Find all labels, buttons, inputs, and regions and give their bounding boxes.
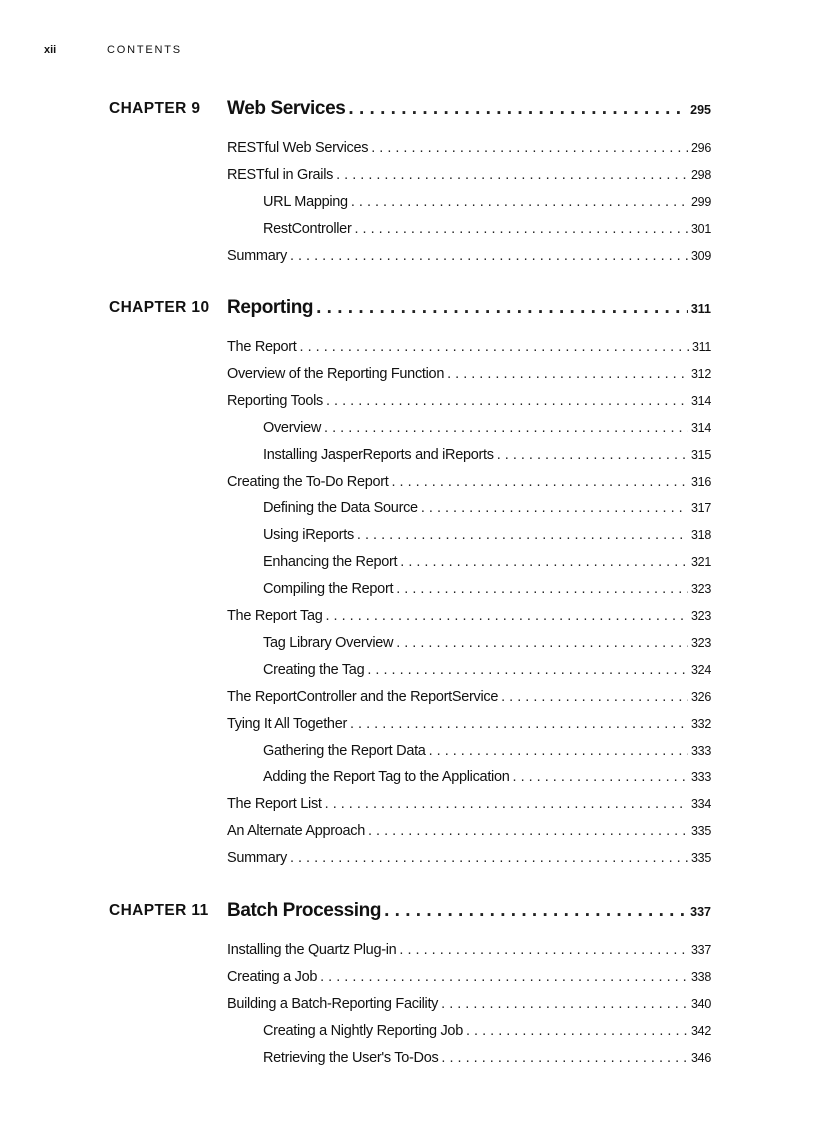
entry-page-number: 298: [691, 167, 711, 182]
dot-leader: [447, 366, 688, 382]
toc-subsection-entry[interactable]: [263, 1050, 711, 1066]
entry-page-number: 335: [691, 824, 711, 839]
dot-leader: [384, 900, 687, 922]
dot-leader: [348, 98, 687, 120]
entry-title: Tying It All Together: [227, 715, 347, 732]
dot-leader: [368, 823, 688, 839]
entry-page-number: 332: [691, 716, 711, 731]
dot-leader: [400, 554, 688, 570]
chapter-title: Reporting: [227, 297, 314, 318]
toc-section-entry[interactable]: [227, 474, 711, 490]
toc-subsection-entry[interactable]: [263, 527, 711, 543]
dot-leader: [392, 474, 689, 490]
page-folio: xii: [44, 44, 57, 56]
toc-subsection-entry[interactable]: [263, 447, 711, 463]
toc-section-entry[interactable]: [227, 969, 711, 985]
dot-leader: [316, 297, 688, 319]
dot-leader: [354, 221, 688, 237]
toc-subsection-entry[interactable]: [263, 194, 711, 210]
dot-leader: [396, 581, 688, 597]
toc-section-entry[interactable]: [227, 823, 711, 839]
entry-page-number: 340: [691, 996, 711, 1011]
entry-page-number: 338: [691, 969, 711, 984]
entry-title: Retrieving the User's To-Dos: [263, 1049, 439, 1066]
toc-section-entry[interactable]: [227, 608, 711, 624]
chapter-page-number: 295: [690, 103, 711, 117]
entry-page-number: 314: [691, 393, 711, 408]
dot-leader: [290, 248, 688, 264]
toc-subsection-entry[interactable]: [263, 221, 711, 237]
chapter-page-number: 337: [690, 905, 711, 919]
dot-leader: [421, 500, 688, 516]
entry-title: Using iReports: [263, 527, 354, 544]
chapter-heading[interactable]: [227, 98, 711, 120]
dot-leader: [399, 942, 688, 958]
chapter-title: Web Services: [227, 98, 346, 119]
toc-section-entry[interactable]: [227, 393, 711, 409]
dot-leader: [336, 167, 688, 183]
entry-page-number: 335: [691, 851, 711, 866]
entry-title: Installing the Quartz Plug-in: [227, 942, 397, 958]
entry-title: Compiling the Report: [263, 581, 394, 598]
dot-leader: [441, 1050, 688, 1066]
entry-page-number: 323: [691, 609, 711, 623]
toc-section-entry[interactable]: [227, 339, 711, 355]
entry-title: The Report Tag: [227, 608, 323, 624]
entry-title: Enhancing the Report: [263, 554, 398, 571]
entry-title: RESTful Web Services: [227, 140, 369, 156]
toc-section-entry[interactable]: [227, 248, 711, 264]
chapter-label: CHAPTER 10: [109, 299, 210, 316]
chapter-title: Batch Processing: [227, 900, 382, 921]
entry-page-number: 321: [691, 555, 711, 570]
toc-section-entry[interactable]: [227, 140, 711, 156]
entry-title: Adding the Report Tag to the Application: [263, 769, 510, 786]
entry-page-number: 317: [691, 501, 711, 516]
dot-leader: [441, 996, 688, 1012]
entry-title: Creating a Nightly Reporting Job: [263, 1022, 463, 1039]
dot-leader: [324, 420, 688, 436]
dot-leader: [497, 447, 688, 463]
entry-page-number: 333: [691, 770, 711, 785]
entry-page-number: 334: [691, 797, 711, 812]
toc-section-entry[interactable]: [227, 796, 711, 812]
chapter-heading[interactable]: [227, 297, 711, 319]
entry-title: Creating a Job: [227, 968, 318, 985]
toc-section-entry[interactable]: [227, 942, 711, 958]
dot-leader: [429, 743, 688, 759]
entry-page-number: 337: [691, 943, 711, 957]
entry-title: Gathering the Report Data: [263, 742, 426, 759]
toc-section-entry[interactable]: [227, 996, 711, 1012]
entry-page-number: 315: [691, 447, 711, 462]
entry-page-number: 316: [691, 474, 711, 489]
chapter-label: CHAPTER 9: [109, 100, 201, 117]
chapter-heading[interactable]: [227, 900, 711, 922]
dot-leader: [371, 140, 688, 156]
toc-subsection-entry[interactable]: [263, 1023, 711, 1039]
entry-page-number: 314: [691, 420, 711, 435]
toc-subsection-entry[interactable]: [263, 581, 711, 597]
entry-page-number: 296: [691, 141, 711, 155]
toc-subsection-entry[interactable]: [263, 743, 711, 759]
entry-page-number: 318: [691, 528, 711, 543]
entry-title: Defining the Data Source: [263, 500, 418, 517]
dot-leader: [350, 716, 688, 732]
entry-page-number: 323: [691, 635, 711, 650]
dot-leader: [396, 635, 688, 651]
dot-leader: [351, 194, 688, 210]
dot-leader: [290, 850, 688, 866]
entry-title: Overview: [263, 419, 322, 436]
entry-title: The Report: [227, 339, 297, 355]
toc-subsection-entry[interactable]: [263, 420, 711, 436]
dot-leader: [367, 662, 688, 678]
entry-page-number: 312: [691, 366, 711, 381]
dot-leader: [300, 339, 689, 355]
toc-subsection-entry[interactable]: [263, 662, 711, 678]
entry-page-number: 342: [691, 1023, 711, 1038]
dot-leader: [357, 527, 688, 543]
entry-page-number: 326: [691, 689, 711, 704]
entry-title: The Report List: [227, 796, 322, 813]
entry-title: Summary: [227, 247, 287, 264]
toc-section-entry[interactable]: [227, 167, 711, 183]
dot-leader: [326, 393, 688, 409]
running-title: CONTENTS: [107, 44, 182, 56]
entry-title: RestController: [263, 220, 352, 237]
toc-subsection-entry[interactable]: [263, 769, 711, 785]
entry-title: URL Mapping: [263, 193, 348, 210]
dot-leader: [513, 769, 689, 785]
toc-subsection-entry[interactable]: [263, 635, 711, 651]
entry-page-number: 309: [691, 248, 711, 263]
entry-title: Creating the Tag: [263, 661, 365, 678]
chapter-label: CHAPTER 11: [109, 902, 209, 919]
entry-page-number: 323: [691, 582, 711, 597]
entry-page-number: 301: [691, 221, 711, 236]
toc-section-entry[interactable]: [227, 689, 711, 705]
toc-subsection-entry[interactable]: [263, 500, 711, 516]
entry-title: Reporting Tools: [227, 392, 323, 409]
entry-page-number: 346: [691, 1050, 711, 1065]
chapter-page-number: 311: [690, 302, 711, 316]
toc-subsection-entry[interactable]: [263, 554, 711, 570]
dot-leader: [466, 1023, 688, 1039]
entry-title: Creating the To-Do Report: [227, 473, 389, 490]
toc-section-entry[interactable]: [227, 850, 711, 866]
dot-leader: [320, 969, 688, 985]
entry-title: Building a Batch-Reporting Facility: [227, 995, 439, 1012]
toc-section-entry[interactable]: [227, 366, 711, 382]
dot-leader: [325, 796, 688, 812]
entry-title: Installing JasperReports and iReports: [263, 446, 494, 463]
entry-page-number: 311: [691, 340, 711, 354]
toc-section-entry[interactable]: [227, 716, 711, 732]
dot-leader: [325, 608, 688, 624]
entry-title: An Alternate Approach: [227, 823, 365, 840]
entry-page-number: 333: [691, 743, 711, 758]
entry-title: The ReportController and the ReportService: [227, 688, 499, 705]
entry-title: Summary: [227, 850, 287, 867]
entry-title: Overview of the Reporting Function: [227, 365, 445, 382]
entry-page-number: 299: [691, 194, 711, 209]
entry-title: Tag Library Overview: [263, 634, 394, 651]
entry-title: RESTful in Grails: [227, 166, 334, 183]
dot-leader: [501, 689, 688, 705]
running-header: [0, 44, 816, 58]
entry-page-number: 324: [691, 662, 711, 677]
